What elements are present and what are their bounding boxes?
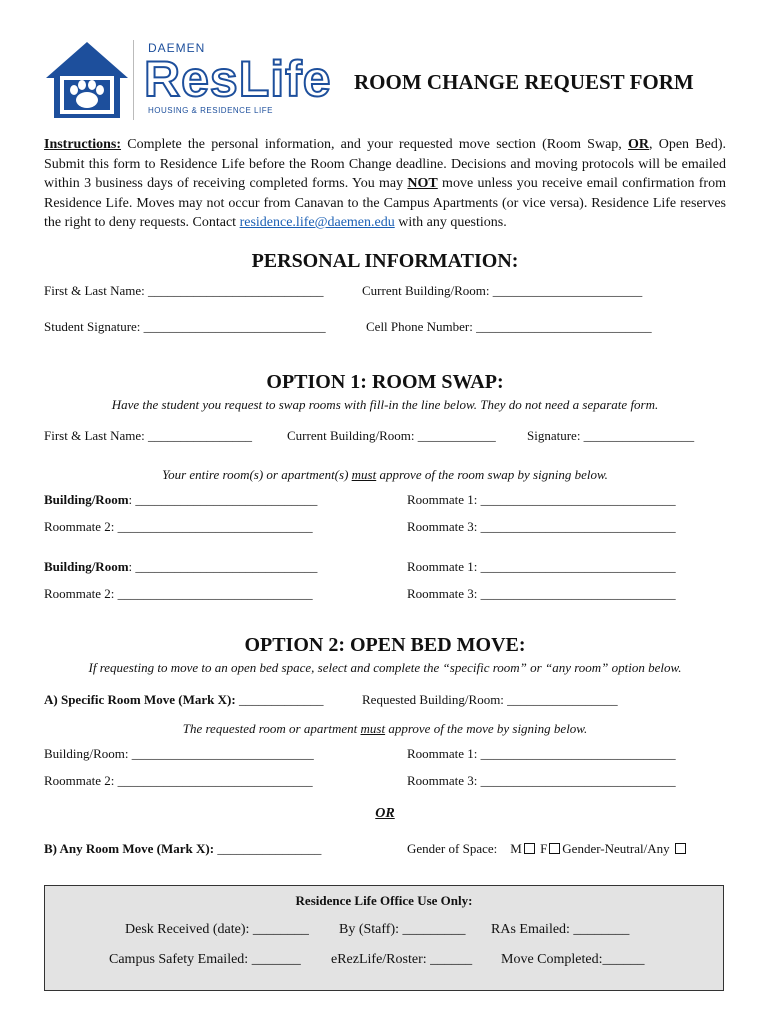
option2-approve-note <box>0 721 770 737</box>
option1-group1-roommate2-field[interactable]: Roommate 2: ______________________________ <box>44 519 313 534</box>
any-room-line: ________________ <box>217 841 322 856</box>
any-room-field[interactable] <box>44 841 321 857</box>
any-room-label: B) Any Room Move (Mark X): <box>44 841 218 856</box>
gender-of-space <box>407 841 688 857</box>
approve-text-end: approve of the move by signing below. <box>385 721 588 736</box>
instructions <box>44 135 726 233</box>
instructions-or: OR <box>628 137 650 152</box>
office-desk-received-field[interactable]: Desk Received (date): ________ <box>125 922 309 937</box>
personal-heading: PERSONAL INFORMATION: <box>251 250 519 272</box>
option1-building-field[interactable]: Current Building/Room: ____________ <box>287 428 496 443</box>
instructions-text-4: with any questions. <box>394 215 507 230</box>
option1-group2-roommate1-field[interactable]: Roommate 1: ______________________________ <box>407 559 676 574</box>
approve-text: Your entire room(s) or apartment(s) <box>162 467 352 482</box>
instructions-not: NOT <box>407 176 438 191</box>
office-erezlife-field[interactable]: eRezLife/Roster: ______ <box>331 952 473 967</box>
specific-room-line: _____________ <box>238 692 324 707</box>
gender-m-label: M <box>510 841 522 856</box>
approve-must: must <box>360 721 386 736</box>
personal-phone-field[interactable]: Cell Phone Number: ___________________________ <box>366 319 652 334</box>
option1-group1-building-field[interactable] <box>44 492 317 508</box>
instructions-label: Instructions: <box>44 137 122 152</box>
option2-roommate1-field[interactable]: Roommate 1: ______________________________ <box>407 746 676 761</box>
building-line: : ____________________________ <box>128 559 318 574</box>
logo-tagline: HOUSING & RESIDENCE LIFE <box>148 106 273 115</box>
gender-label: Gender of Space: <box>407 841 498 856</box>
option1-signature-field[interactable]: Signature: _________________ <box>527 428 695 443</box>
option1-approve-note <box>0 467 770 483</box>
personal-signature-field[interactable]: Student Signature: ____________________________ <box>44 319 326 334</box>
personal-building-field[interactable]: Current Building/Room: _______________________ <box>362 283 643 298</box>
approve-text-end: approve of the room swap by signing below. <box>376 467 608 482</box>
office-use-box <box>44 885 724 991</box>
logo-brand: ResLife <box>144 51 332 107</box>
instructions-text-2: , Open Bed). Submit this form to Residence Life before the Room Change deadline. Decisions and moving protocols will be emailed within 3 business days of receiving completed forms. You may <box>44 137 726 191</box>
logo-org: DAEMEN <box>148 41 206 55</box>
gender-any-checkbox[interactable] <box>675 843 686 854</box>
option2-building-field[interactable]: Building/Room: ____________________________ <box>44 746 314 761</box>
option2-note: If requesting to move to an open bed space, select and complete the “specific room” or “any room” option below. <box>88 660 682 675</box>
option1-name-field[interactable]: First & Last Name: ________________ <box>44 428 252 443</box>
option2-roommate3-field[interactable]: Roommate 3: ______________________________ <box>407 773 676 788</box>
specific-room-field[interactable] <box>44 692 323 708</box>
option2-heading: OPTION 2: OPEN BED MOVE: <box>244 634 526 656</box>
option1-heading: OPTION 1: ROOM SWAP: <box>266 371 504 393</box>
gender-f-checkbox[interactable] <box>549 843 560 854</box>
requested-building-field[interactable]: Requested Building/Room: _________________ <box>362 692 618 707</box>
house-paw-icon <box>44 40 130 120</box>
option1-note: Have the student you request to swap rooms with fill-in the line below. They do not need a separate form. <box>111 397 659 412</box>
gender-m-checkbox[interactable] <box>524 843 535 854</box>
instructions-text-3: move unless you receive email confirmation from Residence Life. Moves may not occur from Canavan to the Campus Apartments (or vice versa). Residence Life reserves the right to deny requests. Contact <box>44 176 726 230</box>
office-by-staff-field[interactable]: By (Staff): _________ <box>339 922 466 937</box>
gender-any-label: Gender-Neutral/Any <box>562 841 670 856</box>
form-title: ROOM CHANGE REQUEST FORM <box>354 70 694 94</box>
option1-group2-building-field[interactable] <box>44 559 317 575</box>
option1-group1-roommate3-field[interactable]: Roommate 3: ______________________________ <box>407 519 676 534</box>
approve-must: must <box>351 467 377 482</box>
personal-name-field[interactable]: First & Last Name: ___________________________ <box>44 283 324 298</box>
office-move-completed-field[interactable]: Move Completed:______ <box>501 952 645 967</box>
gender-f-label: F <box>540 841 548 856</box>
office-ras-emailed-field[interactable]: RAs Emailed: ________ <box>491 922 630 937</box>
building-label: Building/Room <box>44 559 129 574</box>
building-line: : ____________________________ <box>128 492 318 507</box>
email-link[interactable]: residence.life@daemen.edu <box>239 215 395 230</box>
option1-group2-roommate2-field[interactable]: Roommate 2: ______________________________ <box>44 586 313 601</box>
option2-roommate2-field[interactable]: Roommate 2: ______________________________ <box>44 773 313 788</box>
logo-divider <box>133 40 134 120</box>
office-campus-safety-field[interactable]: Campus Safety Emailed: _______ <box>109 952 301 967</box>
building-label: Building/Room <box>44 492 129 507</box>
option1-group2-roommate3-field[interactable]: Roommate 3: ______________________________ <box>407 586 676 601</box>
option1-group1-roommate1-field[interactable]: Roommate 1: ______________________________ <box>407 492 676 507</box>
instructions-text-1: Complete the personal information, and your requested move section (Room Swap, <box>121 137 629 152</box>
specific-room-label: A) Specific Room Move (Mark X): <box>44 692 239 707</box>
option2-or-separator: OR <box>375 806 395 821</box>
office-heading: Residence Life Office Use Only: <box>295 893 473 908</box>
approve-text: The requested room or apartment <box>182 721 361 736</box>
